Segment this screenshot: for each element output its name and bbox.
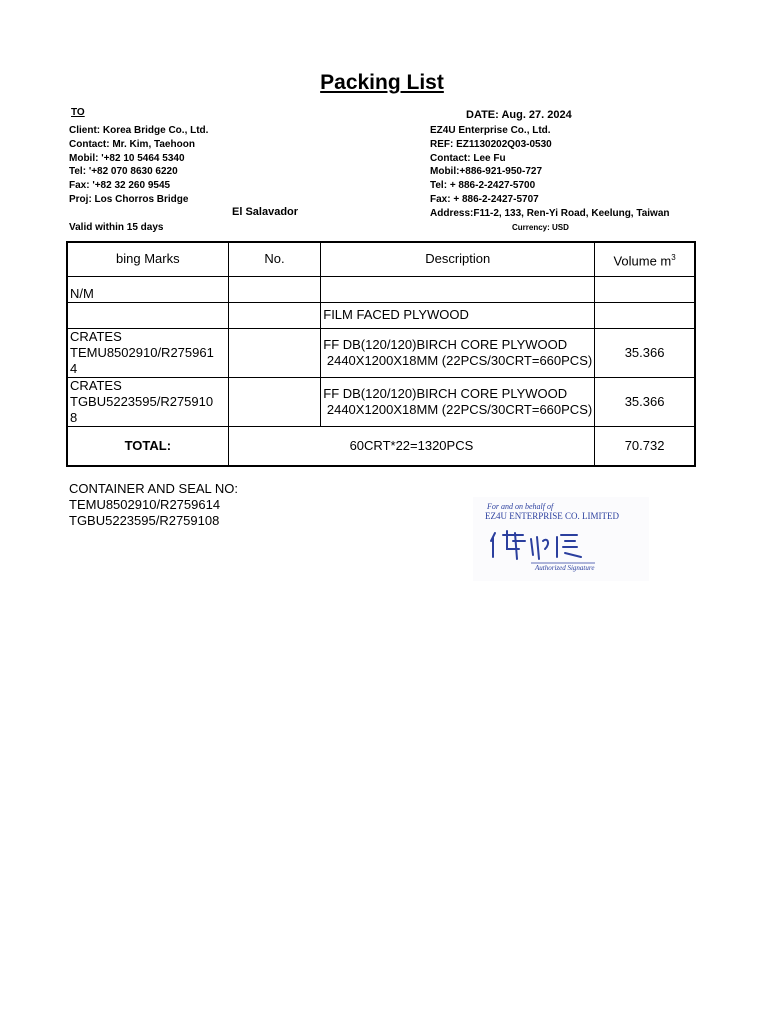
- cell-marks: [67, 328, 228, 377]
- header-volume-unit: 3: [671, 252, 676, 262]
- seal-text-line-1: For and on behalf of: [487, 502, 554, 511]
- total-label: TOTAL:: [67, 426, 228, 466]
- document-date: DATE: Aug. 27. 2024: [466, 109, 572, 121]
- supplier-info: [430, 124, 670, 221]
- seal-text-line-3: Authorized Signature: [535, 564, 595, 572]
- container-seal-info: [69, 481, 238, 529]
- client-contact: Contact: Mr. Kim, Taehoon: [69, 138, 195, 150]
- currency-note: Currency: USD: [512, 223, 569, 232]
- validity-note: Valid within 15 days: [69, 222, 164, 233]
- marks-type: CRATES: [70, 377, 122, 393]
- table-row: [67, 302, 695, 328]
- packing-table: [66, 241, 696, 467]
- cell-description: FILM FACED PLYWOOD: [321, 302, 595, 328]
- header-volume: [595, 242, 695, 276]
- description-line-2: 2440X1200X18MM (22PCS/30CRT=660PCS): [323, 401, 593, 417]
- cell-description: [321, 328, 595, 377]
- description-line-1: FF DB(120/120)BIRCH CORE PLYWOOD: [323, 336, 568, 352]
- supplier-ref: REF: EZ1130202Q03-0530: [430, 138, 552, 150]
- cell-volume: [595, 302, 695, 328]
- seal-text-line-2: EZ4U ENTERPRISE CO. LIMITED: [485, 511, 619, 521]
- description-line-2: 2440X1200X18MM (22PCS/30CRT=660PCS): [323, 352, 593, 368]
- client-fax: Fax: '+82 32 260 9545: [69, 180, 171, 192]
- to-label: TO: [71, 107, 85, 118]
- client-project: Proj: Los Chorros Bridge: [69, 193, 189, 205]
- marks-container: TEMU8502910/R275961: [70, 344, 214, 360]
- client-tel: Tel: '+82 070 8630 6220: [69, 166, 178, 178]
- cell-no: [228, 328, 321, 377]
- cell-description: [321, 276, 595, 302]
- header-description: Description: [321, 242, 595, 276]
- cell-no: [228, 302, 321, 328]
- supplier-contact: Contact: Lee Fu: [430, 152, 506, 164]
- client-info: [69, 124, 208, 207]
- header-no: No.: [228, 242, 321, 276]
- cell-description: [321, 377, 595, 426]
- supplier-company: EZ4U Enterprise Co., Ltd.: [430, 125, 551, 136]
- container-line-1: TEMU8502910/R2759614: [69, 497, 221, 512]
- description-line-1: FF DB(120/120)BIRCH CORE PLYWOOD: [323, 385, 568, 401]
- cell-volume: 35.366: [595, 377, 695, 426]
- cell-marks: N/M: [67, 276, 228, 302]
- header-marks: bing Marks: [67, 242, 228, 276]
- table-total-row: [67, 426, 695, 466]
- total-volume: 70.732: [595, 426, 695, 466]
- cell-volume: [595, 276, 695, 302]
- marks-container-suffix: 4: [70, 360, 78, 376]
- supplier-tel: Tel: + 886-2-2427-5700: [430, 180, 536, 192]
- header-volume-label: Volume m: [613, 252, 672, 268]
- supplier-fax: Fax: + 886-2-2427-5707: [430, 193, 539, 205]
- client-location: El Salavador: [232, 206, 299, 218]
- cell-marks: [67, 302, 228, 328]
- table-header-row: [67, 242, 695, 276]
- cell-marks: [67, 377, 228, 426]
- marks-type: CRATES: [70, 328, 122, 344]
- marks-container-suffix: 8: [70, 409, 78, 425]
- total-quantity: 60CRT*22=1320PCS: [228, 426, 595, 466]
- supplier-address: Address:F11-2, 133, Ren-Yi Road, Keelung, Taiwan: [430, 207, 670, 219]
- cell-volume: 35.366: [595, 328, 695, 377]
- container-heading: CONTAINER AND SEAL NO:: [69, 481, 239, 496]
- company-seal-signature: [473, 497, 649, 581]
- table-row: [67, 377, 695, 426]
- supplier-mobile: Mobil:+886-921-950-727: [430, 166, 543, 178]
- table-row: [67, 328, 695, 377]
- cell-no: [228, 276, 321, 302]
- cell-no: [228, 377, 321, 426]
- table-row: [67, 276, 695, 302]
- client-name: Client: Korea Bridge Co., Ltd.: [69, 125, 209, 136]
- marks-container: TGBU5223595/R275910: [70, 393, 214, 409]
- document-title: Packing List: [320, 71, 444, 94]
- client-mobile: Mobil: '+82 10 5464 5340: [69, 152, 185, 164]
- container-line-2: TGBU5223595/R2759108: [69, 513, 220, 528]
